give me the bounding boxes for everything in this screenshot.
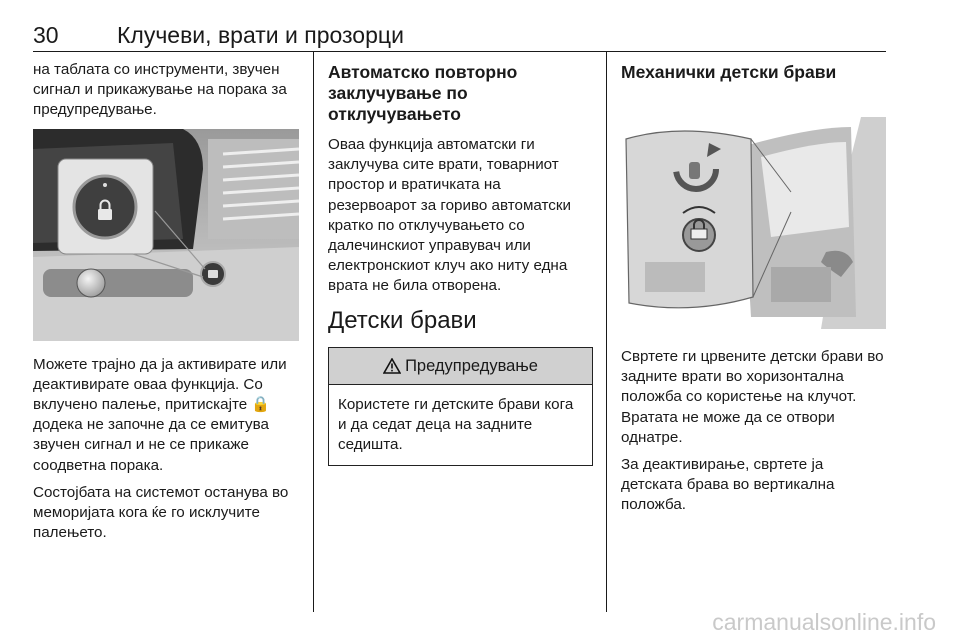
footer-watermark: carmanualsonline.info — [712, 609, 936, 635]
column1-paragraph-3: Состојбата на системот останува во меморијата кога ќе го исклучите палењето. — [33, 483, 289, 542]
mechanical-child-locks-heading: Механички детски брави — [621, 62, 837, 82]
dashboard-lock-button-illustration — [33, 129, 299, 341]
column-3 — [621, 60, 886, 523]
column-1 — [33, 60, 301, 550]
column1-paragraph-1: на таблата со инструменти, звучен сигнал и прикажување на порака за предупредување. — [33, 61, 287, 119]
rear-door-child-lock-illustration — [621, 117, 886, 329]
column-2 — [328, 60, 593, 466]
column3-paragraph-1: Свртете ги црвените детски брави во задните врати во хоризонтална положба со користење на клучот. Вратата не може да се отвори однатре. — [621, 348, 884, 446]
column-divider-right — [606, 52, 607, 612]
warning-text: Користете ги детските брави кога и да седат деца на задните седишта. — [338, 395, 574, 454]
column1-paragraph-2: Можете трајно да ја активирате или деактивирате оваа функција. Со вклучено палење, притискајте 🔒 додека не започне да се емитува звучен сигнал и не се прикаже соодветна порака. — [33, 355, 287, 474]
chapter-title: Клучеви, врати и прозорци — [117, 22, 404, 48]
column3-paragraph-2: За деактивирање, свртете ја детската брава во вертикална положба. — [621, 456, 835, 514]
auto-relock-heading: Автоматско повторно заклучување по отклучувањето — [328, 62, 518, 124]
page-number: 30 — [33, 22, 59, 48]
page-header — [33, 22, 886, 52]
column2-paragraph-1: Оваа функција автоматски ги заклучува сите врати, товарниот простор и вратичката на резервоарот за гориво автоматски кратко по отклучувањето со далечинскиот управувач или електронскиот клуч ако ниту една врата не била отворена. — [328, 136, 572, 295]
child-locks-section-title: Детски брави — [328, 306, 477, 334]
warning-box — [328, 347, 593, 467]
warning-header — [329, 348, 592, 385]
column-divider-left — [313, 52, 314, 612]
warning-title: Предупредување — [405, 356, 538, 375]
header-divider — [33, 51, 886, 52]
warning-triangle-icon — [383, 358, 401, 374]
